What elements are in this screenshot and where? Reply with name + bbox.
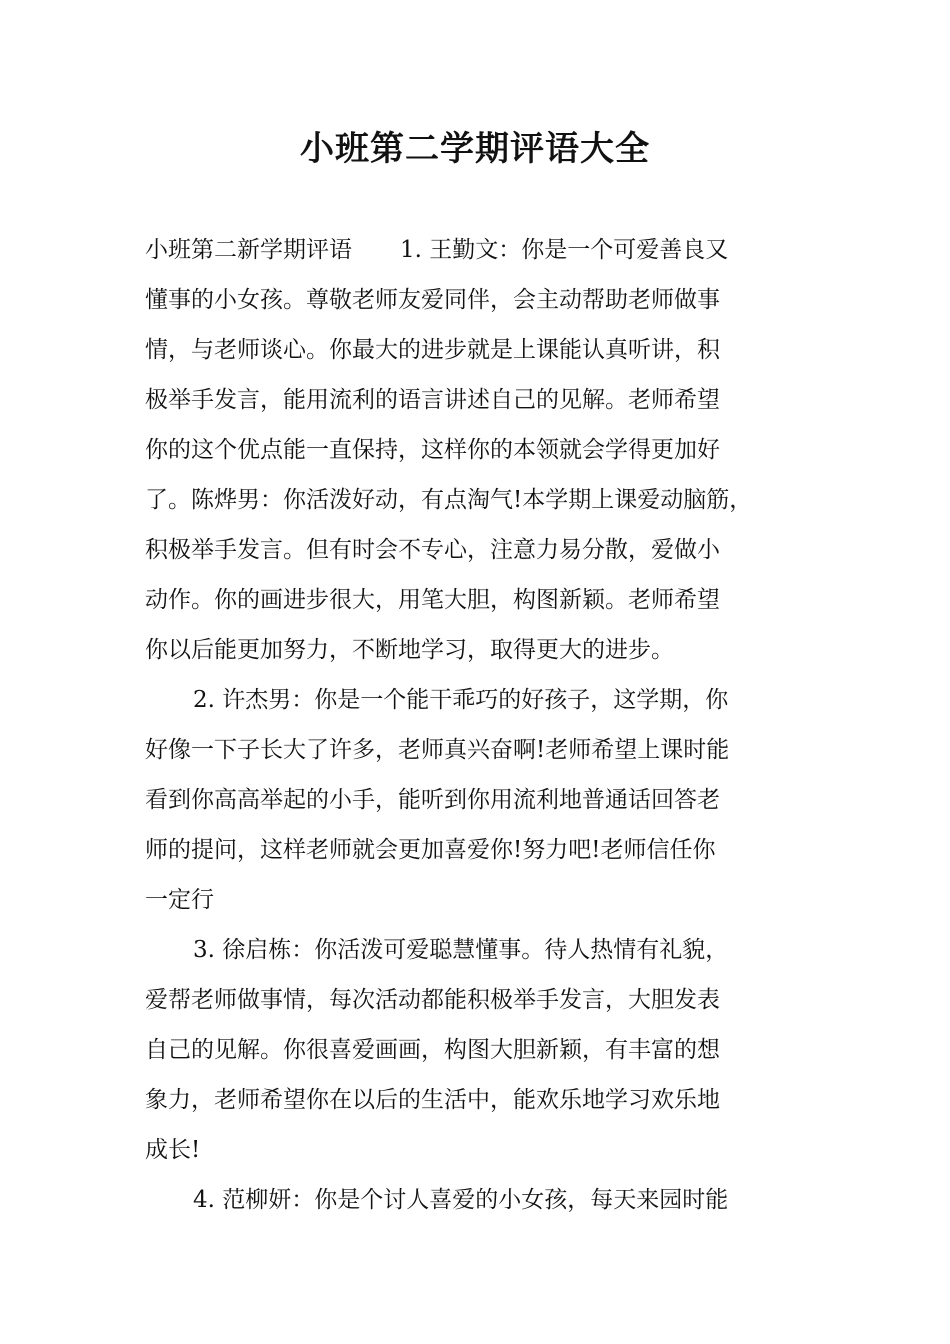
page-title: 小班第二学期评语大全 — [300, 129, 650, 169]
document-body — [145, 225, 817, 1225]
paragraph-line: 2. 许杰男：你是一个能干乖巧的好孩子，这学期，你 — [193, 687, 729, 713]
paragraph-line: 象力，老师希望你在以后的生活中，能欢乐地学习欢乐地 — [145, 1087, 720, 1113]
paragraph-line: 了。陈烨男：你活泼好动，有点淘气!本学期上课爱动脑筋， — [145, 487, 753, 513]
paragraph-line: 一定行 — [145, 887, 214, 913]
paragraph-line: 好像一下子长大了许多，老师真兴奋啊!老师希望上课时能 — [145, 737, 730, 763]
paragraph-line: 成长! — [145, 1137, 201, 1163]
paragraph-line: 自己的见解。你很喜爱画画，构图大胆新颖，有丰富的想 — [145, 1037, 720, 1063]
paragraph-line: 师的提问，这样老师就会更加喜爱你!努力吧!老师信任你 — [145, 837, 716, 863]
paragraph-line: 懂事的小女孩。尊敬老师友爱同伴，会主动帮助老师做事 — [145, 287, 720, 313]
paragraph-line: 动作。你的画进步很大，用笔大胆，构图新颖。老师希望 — [145, 587, 720, 613]
paragraph-line: 积极举手发言。但有时会不专心，注意力易分散，爱做小 — [145, 537, 720, 563]
paragraph-line: 爱帮老师做事情，每次活动都能积极举手发言，大胆发表 — [145, 987, 720, 1013]
paragraph-line: 情，与老师谈心。你最大的进步就是上课能认真听讲，积 — [145, 337, 720, 363]
intro-label: 小班第二新学期评语 — [145, 237, 352, 263]
paragraph-line: 3. 徐启栋：你活泼可爱聪慧懂事。待人热情有礼貌， — [193, 937, 729, 963]
paragraph-line: 你以后能更加努力，不断地学习，取得更大的进步。 — [145, 637, 674, 663]
paragraph-line: 你的这个优点能一直保持，这样你的本领就会学得更加好 — [145, 437, 720, 463]
paragraph-line: 4. 范柳妍：你是个讨人喜爱的小女孩，每天来园时能 — [193, 1187, 729, 1213]
item-1-heading: 1. 王勤文：你是一个可爱善良又 — [400, 237, 729, 263]
paragraph-line: 看到你高高举起的小手，能听到你用流利地普通话回答老 — [145, 787, 720, 813]
paragraph-line — [145, 225, 817, 275]
paragraph-line: 极举手发言，能用流利的语言讲述自己的见解。老师希望 — [145, 387, 720, 413]
